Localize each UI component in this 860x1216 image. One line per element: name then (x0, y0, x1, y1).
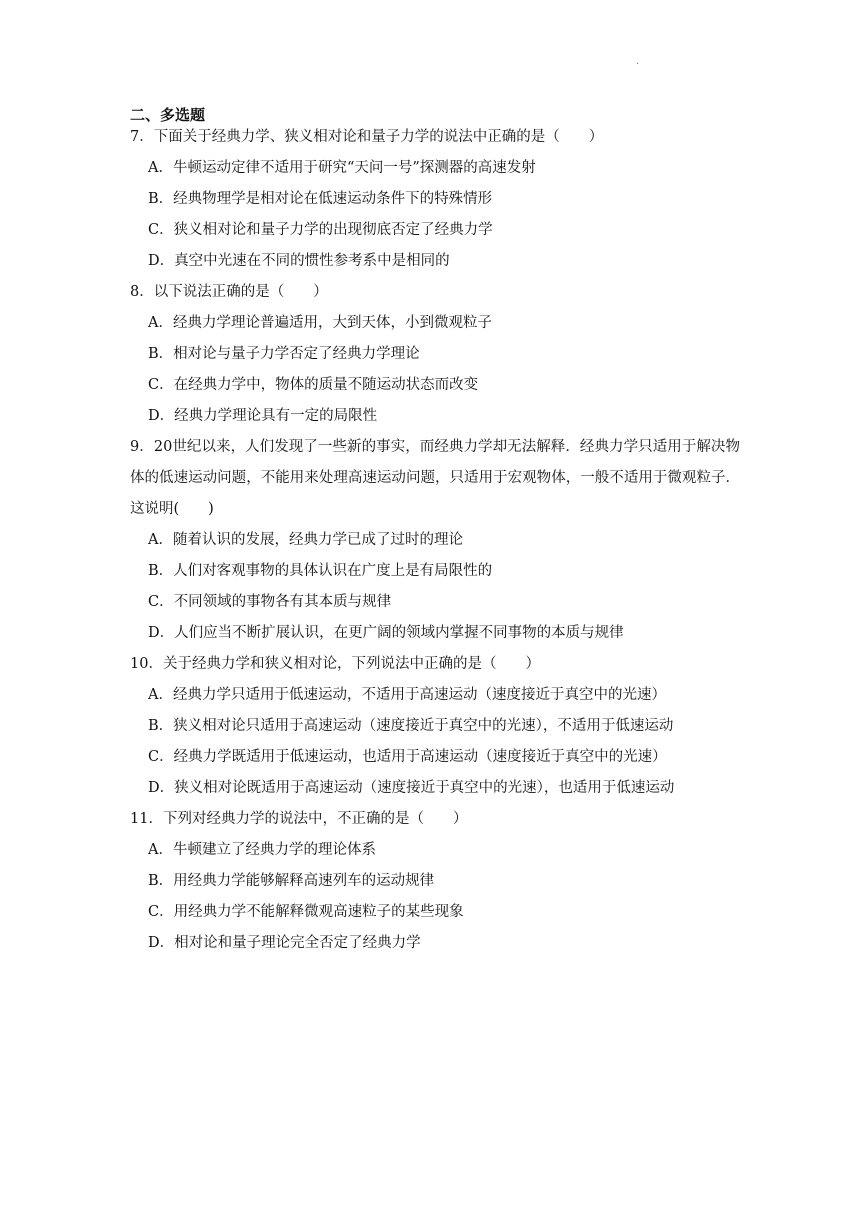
option-text: 经典力学只适用于低速运动，不适用于高速运动（速度接近于真空中的光速） (172, 687, 666, 703)
option-letter: A． (148, 842, 173, 858)
option-letter: A． (148, 160, 173, 176)
option-letter: B． (148, 718, 174, 734)
question-8 (130, 277, 740, 432)
option-a (148, 308, 740, 339)
option-letter: A． (148, 532, 173, 548)
option-letter: D． (148, 625, 175, 641)
option-text: 经典力学理论普遍适用，大到天体，小到微观粒子 (172, 315, 492, 331)
option-a (148, 835, 740, 866)
option-text: 真空中光速在不同的惯性参考系中是相同的 (174, 253, 450, 269)
option-b (148, 866, 740, 897)
option-text: 相对论和量子理论完全否定了经典力学 (174, 935, 421, 951)
option-b (148, 556, 740, 587)
question-stem: 9．20世纪以来，人们发现了一些新的事实，而经典力学却无法解释．经典力学只适用于解决物体的低速运动问题，不能用来处理高速运动问题，只适用于宏观物体，一般不适用于微观粒子．这说明( ) (130, 439, 740, 517)
option-letter: C． (148, 222, 174, 238)
option-a (148, 680, 740, 711)
question-stem: 7．下面关于经典力学、狭义相对论和量子力学的说法中正确的是（ ） (130, 129, 604, 145)
option-b (148, 711, 740, 742)
option-text: 狭义相对论既适用于高速运动（速度接近于真空中的光速），也适用于低速运动 (174, 780, 675, 796)
question-11 (130, 804, 740, 959)
option-text: 人们对客观事物的具体认识在广度上是有局限性的 (173, 563, 493, 579)
option-letter: D． (148, 408, 175, 424)
option-letter: D． (148, 935, 175, 951)
header-mark: . (636, 56, 640, 67)
option-a (148, 153, 740, 184)
option-text: 牛顿运动定律不适用于研究“天问一号”探测器的高速发射 (172, 160, 536, 176)
question-10 (130, 649, 740, 804)
section-title: 二、多选题 (130, 106, 206, 124)
option-text: 狭义相对论和量子力学的出现彻底否定了经典力学 (173, 222, 493, 238)
option-d (148, 246, 740, 277)
option-text: 经典物理学是相对论在低速运动条件下的特殊情形 (173, 191, 493, 207)
option-c (148, 370, 740, 401)
option-d (148, 401, 740, 432)
option-text: 相对论与量子力学否定了经典力学理论 (173, 346, 420, 362)
option-letter: C． (148, 377, 174, 393)
option-c (148, 215, 740, 246)
question-stem: 10．关于经典力学和狭义相对论，下列说法中正确的是（ ） (130, 656, 540, 672)
option-letter: C． (148, 749, 174, 765)
option-c (148, 587, 740, 618)
option-letter: A． (148, 315, 173, 331)
question-stem: 11．下列对经典力学的说法中，不正确的是（ ） (130, 811, 468, 827)
option-b (148, 339, 740, 370)
question-stem: 8．以下说法正确的是（ ） (130, 284, 328, 300)
option-c (148, 742, 740, 773)
option-d (148, 618, 740, 649)
option-text: 不同领域的事物各有其本质与规律 (173, 594, 392, 610)
option-text: 随着认识的发展，经典力学已成了过时的理论 (172, 532, 463, 548)
option-letter: D． (148, 253, 175, 269)
question-section (130, 104, 740, 959)
option-text: 牛顿建立了经典力学的理论体系 (172, 842, 376, 858)
option-letter: C． (148, 904, 174, 920)
option-text: 在经典力学中，物体的质量不随运动状态而改变 (173, 377, 479, 393)
question-7 (130, 126, 740, 277)
option-text: 经典力学理论具有一定的局限性 (174, 408, 378, 424)
option-text: 用经典力学能够解释高速列车的运动规律 (173, 873, 435, 889)
option-text: 用经典力学不能解释微观高速粒子的某些现象 (173, 904, 464, 920)
option-text: 人们应当不断扩展认识，在更广阔的领域内掌握不同事物的本质与规律 (174, 625, 624, 641)
option-letter: B． (148, 563, 174, 579)
option-letter: B． (148, 346, 174, 362)
option-text: 经典力学既适用于低速运动，也适用于高速运动（速度接近于真空中的光速） (173, 749, 667, 765)
option-letter: B． (148, 873, 174, 889)
option-a (148, 525, 740, 556)
option-letter: A． (148, 687, 173, 703)
option-text: 狭义相对论只适用于高速运动（速度接近于真空中的光速），不适用于低速运动 (173, 718, 674, 734)
option-d (148, 928, 740, 959)
question-9 (130, 432, 740, 649)
option-letter: D． (148, 780, 175, 796)
option-c (148, 897, 740, 928)
option-d (148, 773, 740, 804)
option-letter: C． (148, 594, 174, 610)
option-b (148, 184, 740, 215)
option-letter: B． (148, 191, 174, 207)
